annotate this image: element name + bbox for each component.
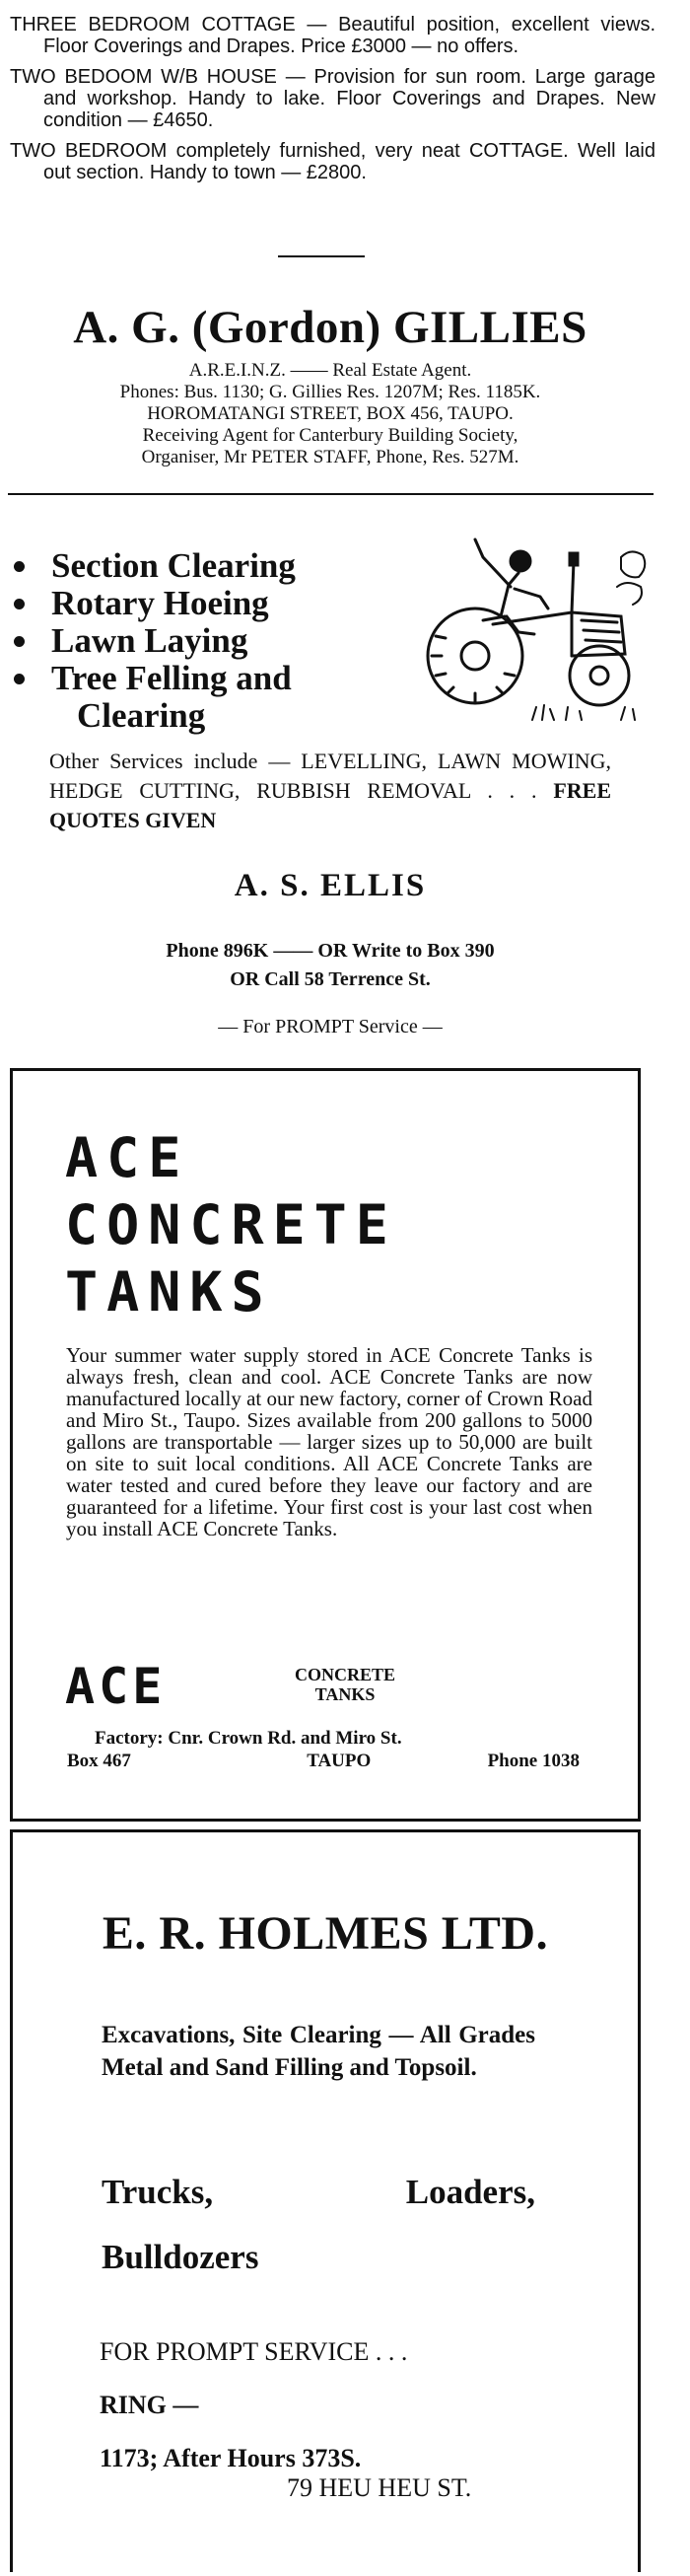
gillies-details xyxy=(10,360,651,468)
service-item: Section Clearing xyxy=(14,547,428,585)
ace-heading-line: CONCRETE xyxy=(65,1193,397,1256)
holmes-prompt: FOR PROMPT SERVICE . . . xyxy=(100,2337,408,2366)
ace-contact-row xyxy=(67,1750,580,1772)
holmes-equipment xyxy=(102,2160,535,2290)
ace-heading-line: TANKS xyxy=(65,1260,273,1324)
ellis-name: A. S. ELLIS xyxy=(234,868,427,903)
ace-body-text: Your summer water supply stored in ACE Concrete Tanks is always fresh, clean and cool. ACE Concrete Tanks are now manufactured locally at our new factory, corner of Crown Road and Miro St., Taupo. Sizes available from 200 gallons to 5000 gallons are transportable — larger sizes up to 50,000 are built on site to suit local conditions. All ACE Concrete Tanks are water tested and cured before they leave our factory and are guaranteed for a lifetime. Your first cost is your last cost when you install ACE Concrete Tanks. xyxy=(66,1343,592,1540)
ace-box: Box 467 xyxy=(67,1751,131,1771)
gillies-agent: Receiving Agent for Canterbury Building Society, xyxy=(142,425,518,446)
free-quotes-text: FREE QUOTES GIVEN xyxy=(49,778,612,832)
gillies-address: HOROMATANGI STREET, BOX 456, TAUPO. xyxy=(147,403,514,424)
bullet-icon xyxy=(14,636,25,647)
holmes-loaders: Loaders, xyxy=(405,2173,535,2211)
ace-heading-line: ACE xyxy=(65,1126,190,1189)
tractor-icon xyxy=(424,518,651,730)
ellis-services-list xyxy=(14,547,428,735)
ace-logo-subtitle: CONCRETE TANKS xyxy=(294,1665,395,1704)
ellis-address-line: OR Call 58 Terrence St. xyxy=(230,968,431,990)
ace-phone: Phone 1038 xyxy=(487,1751,580,1771)
listings-divider xyxy=(278,255,365,257)
gillies-organiser: Organiser, Mr PETER STAFF, Phone, Res. 527M. xyxy=(141,447,519,467)
ellis-contact xyxy=(0,937,660,994)
ellis-other-services: Other Services include — LEVELLING, LAWN MOWING, HEDGE CUTTING, RUBBISH REMOVAL . . . FREE QUOTES GIVEN xyxy=(49,749,612,832)
holmes-contact xyxy=(100,2337,471,2503)
ace-factory-address: Factory: Cnr. Crown Rd. and Miro St. xyxy=(95,1728,402,1749)
bullet-icon xyxy=(14,599,25,609)
property-listings xyxy=(10,14,656,192)
ace-factory-info xyxy=(67,1727,580,1772)
ace-logo: ACE xyxy=(65,1658,167,1715)
section-divider-gillies xyxy=(8,493,654,495)
holmes-phones: 1173; After Hours 373S. xyxy=(100,2444,362,2472)
ellis-phone-line: Phone 896K —— OR Write to Box 390 xyxy=(166,940,495,962)
holmes-name: E. R. HOLMES LTD. xyxy=(102,1907,549,1960)
service-item: Rotary Hoeing xyxy=(14,585,428,622)
bullet-icon xyxy=(14,674,25,684)
ellis-prompt-service: — For PROMPT Service — xyxy=(218,1016,443,1038)
holmes-bulldozers: Bulldozers xyxy=(102,2238,259,2276)
gillies-phones: Phones: Bus. 1130; G. Gillies Res. 1207M; Res. 1185K. xyxy=(119,382,541,402)
ace-heading xyxy=(65,1124,397,1325)
holmes-trucks: Trucks, xyxy=(102,2173,214,2211)
gillies-credentials: A.R.E.I.N.Z. —— Real Estate Agent. xyxy=(188,360,472,381)
gillies-advert xyxy=(10,301,651,468)
holmes-ring: RING — xyxy=(100,2391,199,2419)
holmes-address: 79 HEU HEU ST. xyxy=(287,2473,472,2502)
service-item: Lawn Laying xyxy=(14,622,428,660)
gillies-name: A. G. (Gordon) GILLIES xyxy=(73,302,587,353)
listing-two-bedroom-cottage: TWO BEDROOM completely furnished, very neat COTTAGE. Well laid out section. Handy to town — £2800. xyxy=(10,140,656,183)
bullet-icon xyxy=(14,561,25,572)
holmes-description: Excavations, Site Clearing — All Grades Metal and Sand Filling and Topsoil. xyxy=(102,2022,535,2081)
listing-two-bedroom-house: TWO BEDOOM W/B HOUSE — Provision for sun room. Large garage and workshop. Handy to lake. Floor Coverings and Drapes. New condition — £4650. xyxy=(10,66,656,131)
service-item: Tree Felling and xyxy=(14,660,428,697)
service-item-continued: Clearing xyxy=(77,696,206,735)
listing-three-bedroom-cottage: THREE BEDROOM COTTAGE — Beautiful position, excellent views. Floor Coverings and Drapes. Price £3000 — no offers. xyxy=(10,14,656,57)
ace-town: TAUPO xyxy=(307,1751,372,1771)
